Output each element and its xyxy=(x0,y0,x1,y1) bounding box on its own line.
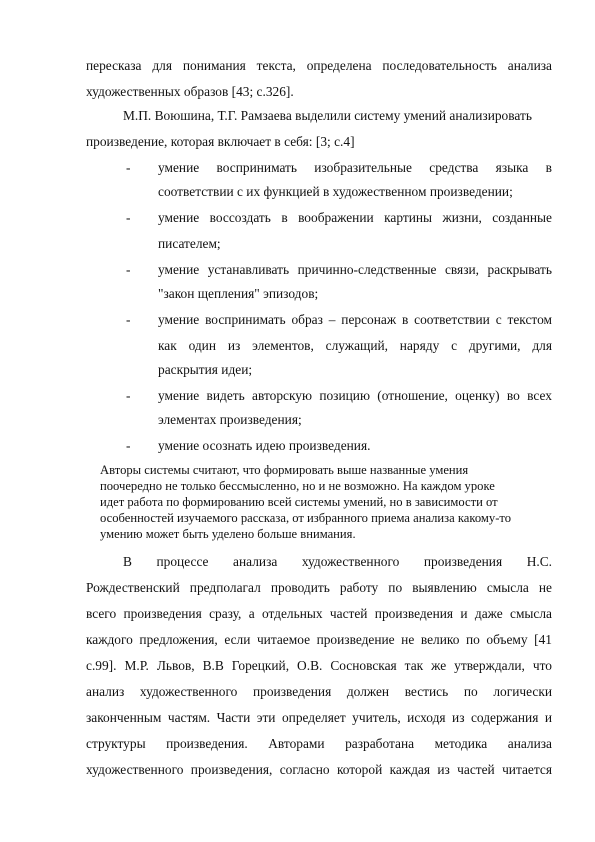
text-line: каждого предложения, если читаемое произведение не велико по объему [41 xyxy=(86,632,552,647)
list-item-line: умение воссоздать в воображении картины жизни, созданные xyxy=(158,210,552,225)
list-item-line: раскрытия идеи; xyxy=(158,362,253,377)
list-item-line: писателем; xyxy=(158,236,221,251)
list-item-line: умение воспринимать изобразительные средства языка в xyxy=(158,160,552,175)
text-line: художественного произведения, согласно которой каждая из частей читается xyxy=(86,762,552,777)
text-line: всего произведения сразу, а отдельных частей произведения и даже смысла xyxy=(86,606,552,621)
text-line: Авторы системы считают, что формировать выше названные умения xyxy=(100,463,469,477)
list-bullet: - xyxy=(126,312,131,327)
text-line: В процессе анализа художественного произведения Н.С. xyxy=(123,554,552,569)
text-line: структуры произведения. Авторами разработана методика анализа xyxy=(86,736,552,751)
text-line: произведение, которая включает в себя: [3; с.4] xyxy=(86,134,355,149)
list-item-line: умение видеть авторскую позицию (отношение, оценку) во всех xyxy=(158,388,552,403)
text-line: художественных образов [43; с.326]. xyxy=(86,84,294,99)
text-line: идет работа по формированию всей системы умений, но в зависимости от xyxy=(100,495,498,509)
list-bullet: - xyxy=(126,388,131,403)
list-item-line: умение устанавливать причинно-следственные связи, раскрывать xyxy=(158,262,552,277)
list-bullet: - xyxy=(126,160,131,175)
list-item-line: элементах произведения; xyxy=(158,412,302,427)
text-line: поочередно не только бессмысленно, но и не возможно. На каждом уроке xyxy=(100,479,495,493)
text-line: умению может быть уделено больше внимания. xyxy=(100,527,356,541)
list-bullet: - xyxy=(126,262,131,277)
list-bullet: - xyxy=(126,438,131,453)
list-bullet: - xyxy=(126,210,131,225)
text-line: М.П. Воюшина, Т.Г. Рамзаева выделили систему умений анализировать xyxy=(123,108,532,123)
text-line: пересказа для понимания текста, определена последовательность анализа xyxy=(86,58,552,73)
list-item-line: как один из элементов, служащий, наряду с другими, для xyxy=(158,338,552,353)
list-item-line: умение воспринимать образ – персонаж в соответствии с текстом xyxy=(158,312,552,327)
text-line: анализ художественного произведения должен вестись по логически xyxy=(86,684,552,699)
text-line: Рождественский предполагал проводить работу по выявлению смысла не xyxy=(86,580,552,595)
text-line: законченным частям. Части эти определяет учитель, исходя из содержания и xyxy=(86,710,552,725)
list-item-line: соответствии с их функцией в художественном произведении; xyxy=(158,184,513,199)
text-line: с.99]. М.Р. Львов, В.В Горецкий, О.В. Сосновская так же утверждали, что xyxy=(86,658,552,673)
list-item-line: умение осознать идею произведения. xyxy=(158,438,371,453)
list-item-line: "закон щепления" эпизодов; xyxy=(158,286,319,301)
text-line: особенностей изучаемого рассказа, от избранного приема анализа какому-то xyxy=(100,511,512,525)
